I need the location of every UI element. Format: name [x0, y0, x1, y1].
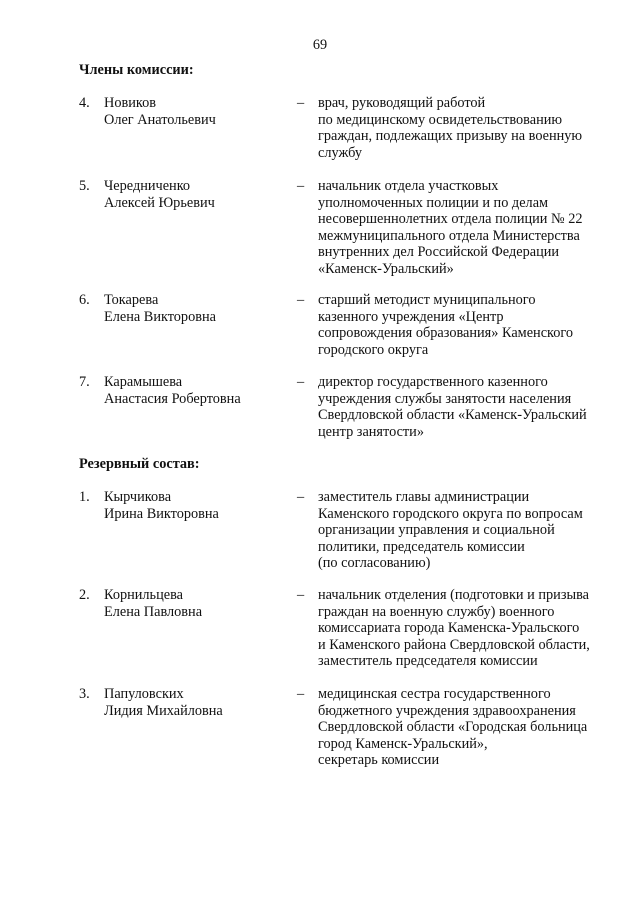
reserve-entry: [79, 489, 619, 579]
entry-given-name: Елена Викторовна: [104, 308, 216, 325]
entry-given-name: Алексей Юрьевич: [104, 194, 215, 211]
entry-dash: –: [297, 686, 305, 702]
entry-dash: –: [297, 587, 305, 603]
section-heading-members: Члены комиссии:: [79, 62, 194, 78]
entry-name: [104, 178, 284, 211]
reserve-entry: [79, 587, 619, 677]
entry-given-name: Олег Анатольевич: [104, 111, 216, 128]
entry-name: [104, 292, 284, 325]
entry-dash: –: [297, 95, 305, 111]
entry-name: [104, 489, 284, 522]
entry-name: [104, 374, 284, 407]
member-entry: [79, 292, 619, 382]
entry-surname: Новиков: [104, 95, 156, 111]
page-number: 69: [312, 37, 328, 53]
entry-role: начальник отделения (подготовки и призыва граждан на военную службу) военного комиссариата города Каменска-Уральского и Каменского района Свердловской области, заместитель председателя комиссии: [318, 587, 590, 669]
section-heading-reserve: Резервный состав:: [79, 456, 200, 472]
entry-role: начальник отдела участковых уполномоченных полиции и по делам несовершеннолетних отдела полиции № 22 межмуниципального отдела Министерства внутренних дел Российской Федерации «Каменск-Уральский»: [318, 178, 583, 277]
entry-number: 1.: [79, 489, 90, 505]
entry-dash: –: [297, 374, 305, 390]
member-entry: [79, 95, 619, 185]
entry-given-name: Анастасия Робертовна: [104, 390, 241, 407]
entry-surname: Кырчикова: [104, 489, 172, 505]
entry-name: [104, 587, 284, 620]
entry-surname: Корнильцева: [104, 587, 183, 603]
entry-number: 6.: [79, 292, 90, 308]
entry-role: медицинская сестра государственного бюджетного учреждения здравоохранения Свердловской области «Городская больница город Каменск-Уральский», секретарь комиссии: [318, 686, 588, 768]
member-entry: [79, 374, 619, 464]
entry-role: врач, руководящий работой по медицинскому освидетельствованию граждан, подлежащих призыву на военную службу: [318, 95, 583, 161]
entry-surname: Чередниченко: [104, 178, 191, 194]
entry-given-name: Елена Павловна: [104, 603, 203, 620]
entry-number: 3.: [79, 686, 90, 702]
entry-dash: –: [297, 489, 305, 505]
entry-role: старший методист муниципального казенного учреждения «Центр сопровождения образования» Каменского городского округа: [318, 292, 574, 358]
entry-dash: –: [297, 178, 305, 194]
entry-dash: –: [297, 292, 305, 308]
entry-surname: Папуловских: [104, 686, 184, 702]
entry-role: заместитель главы администрации Каменского городского округа по вопросам организации управления и социальной политики, председатель комиссии (по согласованию): [318, 489, 583, 571]
entry-given-name: Лидия Михайловна: [104, 702, 223, 719]
entry-surname: Карамышева: [104, 374, 183, 390]
entry-number: 7.: [79, 374, 90, 390]
entry-number: 5.: [79, 178, 90, 194]
reserve-entry: [79, 686, 619, 776]
entry-name: [104, 95, 284, 128]
member-entry: [79, 178, 619, 277]
entry-number: 2.: [79, 587, 90, 603]
entry-name: [104, 686, 284, 719]
entry-role: директор государственного казенного учреждения службы занятости населения Свердловской области «Каменск-Уральский центр занятости»: [318, 374, 587, 440]
entry-surname: Токарева: [104, 292, 159, 308]
entry-given-name: Ирина Викторовна: [104, 505, 219, 522]
entry-number: 4.: [79, 95, 90, 111]
